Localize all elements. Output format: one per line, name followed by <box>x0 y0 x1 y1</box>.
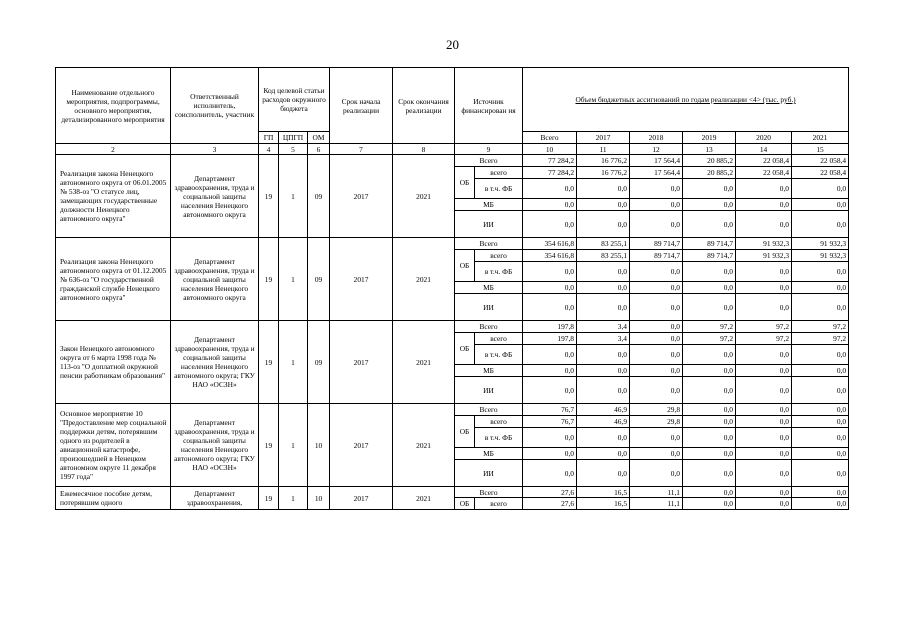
source-ii-label: ИИ <box>455 460 523 487</box>
value-cell: 0,0 <box>577 377 630 404</box>
value-cell: 0,0 <box>792 365 849 377</box>
value-cell: 27,6 <box>523 487 577 498</box>
code-cpgp: 1 <box>279 155 308 238</box>
value-cell: 0,0 <box>792 282 849 294</box>
value-cell: 97,2 <box>792 321 849 333</box>
value-cell: 77 284,2 <box>523 155 577 167</box>
subheader-cpgp: ЦПГП <box>279 132 308 144</box>
subheader-year: 2017 <box>577 132 630 144</box>
budget-table <box>55 67 849 510</box>
value-cell: 0,0 <box>792 498 849 510</box>
value-cell: 0,0 <box>577 179 630 199</box>
value-cell: 0,0 <box>683 211 736 238</box>
value-cell: 0,0 <box>630 262 683 282</box>
value-cell: 354 616,8 <box>523 250 577 262</box>
source-ii-label: ИИ <box>455 294 523 321</box>
source-sub-label: всего <box>475 416 523 428</box>
page-number: 20 <box>446 37 459 52</box>
source-sub-label: в т.ч. ФБ <box>475 262 523 282</box>
value-cell: 0,0 <box>577 365 630 377</box>
value-cell: 0,0 <box>577 262 630 282</box>
value-cell: 0,0 <box>683 199 736 211</box>
code-gp: 19 <box>259 321 279 404</box>
value-cell: 0,0 <box>630 460 683 487</box>
value-cell: 0,0 <box>792 345 849 365</box>
code-cpgp: 1 <box>279 487 308 510</box>
source-mb-label: МБ <box>455 365 523 377</box>
value-cell: 16 776,2 <box>577 155 630 167</box>
event-name: Основное мероприятие 10 "Предоставление мер социальной поддержки детям, потерявшим одного из родителей в авиационной катастрофе, произошедшей в Ненецком автономном округе 11 декабря 1997 года" <box>56 404 171 487</box>
value-cell: 0,0 <box>792 487 849 498</box>
value-cell: 20 885,2 <box>683 155 736 167</box>
value-cell: 0,0 <box>683 428 736 448</box>
subheader-om: ОМ <box>308 132 330 144</box>
value-cell: 0,0 <box>577 211 630 238</box>
code-gp: 19 <box>259 238 279 321</box>
source-total-label: Всего <box>455 404 523 416</box>
value-cell: 0,0 <box>683 460 736 487</box>
value-cell: 0,0 <box>792 179 849 199</box>
value-cell: 0,0 <box>630 448 683 460</box>
code-om: 09 <box>308 238 330 321</box>
value-cell: 197,8 <box>523 333 577 345</box>
value-cell: 97,2 <box>736 333 792 345</box>
value-cell: 0,0 <box>792 428 849 448</box>
source-sub-label: в т.ч. ФБ <box>475 345 523 365</box>
start-year: 2017 <box>330 238 393 321</box>
value-cell: 3,4 <box>577 333 630 345</box>
value-cell: 0,0 <box>683 365 736 377</box>
value-cell: 97,2 <box>736 321 792 333</box>
value-cell: 91 932,3 <box>792 238 849 250</box>
table-row <box>56 321 849 333</box>
column-number: 4 <box>259 144 279 155</box>
executor: Департамент здравоохранения, <box>171 487 259 510</box>
subheader-year: 2018 <box>630 132 683 144</box>
value-cell: 0,0 <box>577 294 630 321</box>
value-cell: 0,0 <box>523 294 577 321</box>
value-cell: 97,2 <box>683 333 736 345</box>
value-cell: 0,0 <box>523 179 577 199</box>
value-cell: 0,0 <box>736 377 792 404</box>
event-name: Реализация закона Ненецкого автономного округа от 01.12.2005 № 636-оз "О государственной гражданской службе Ненецкого автономного округа" <box>56 238 171 321</box>
value-cell: 91 932,3 <box>792 250 849 262</box>
value-cell: 0,0 <box>630 365 683 377</box>
value-cell: 0,0 <box>736 282 792 294</box>
source-sub-label: всего <box>475 167 523 179</box>
value-cell: 0,0 <box>630 294 683 321</box>
value-cell: 0,0 <box>577 460 630 487</box>
value-cell: 89 714,7 <box>630 238 683 250</box>
value-cell: 0,0 <box>577 428 630 448</box>
value-cell: 0,0 <box>736 345 792 365</box>
subheader-total: Всего <box>523 132 577 144</box>
value-cell: 77 284,2 <box>523 167 577 179</box>
value-cell: 97,2 <box>683 321 736 333</box>
column-number: 12 <box>630 144 683 155</box>
value-cell: 46,9 <box>577 404 630 416</box>
value-cell: 0,0 <box>683 294 736 321</box>
value-cell: 0,0 <box>523 262 577 282</box>
value-cell: 89 714,7 <box>683 250 736 262</box>
value-cell: 20 885,2 <box>683 167 736 179</box>
value-cell: 0,0 <box>523 448 577 460</box>
code-om: 10 <box>308 487 330 510</box>
source-sub-label: всего <box>475 498 523 510</box>
value-cell: 0,0 <box>577 282 630 294</box>
value-cell: 17 564,4 <box>630 167 683 179</box>
column-number: 15 <box>792 144 849 155</box>
source-sub-label: в т.ч. ФБ <box>475 179 523 199</box>
header-source: Источник финансирован ия <box>455 68 523 144</box>
value-cell: 0,0 <box>736 199 792 211</box>
value-cell: 83 255,1 <box>577 238 630 250</box>
table-row <box>56 155 849 167</box>
header-name: Наименование отдельного мероприятия, подпрограммы, основного мероприятия, детализированного мероприятия <box>56 68 171 144</box>
value-cell: 0,0 <box>630 345 683 365</box>
code-om: 09 <box>308 321 330 404</box>
header-executor: Ответственный исполнитель, соисполнитель, участник <box>171 68 259 144</box>
value-cell: 354 616,8 <box>523 238 577 250</box>
source-ob-label: ОБ <box>455 333 475 365</box>
code-gp: 19 <box>259 404 279 487</box>
value-cell: 0,0 <box>683 498 736 510</box>
column-number: 5 <box>279 144 308 155</box>
value-cell: 0,0 <box>683 416 736 428</box>
value-cell: 0,0 <box>523 345 577 365</box>
value-cell: 0,0 <box>736 262 792 282</box>
value-cell: 0,0 <box>736 460 792 487</box>
code-gp: 19 <box>259 155 279 238</box>
start-year: 2017 <box>330 404 393 487</box>
value-cell: 0,0 <box>736 294 792 321</box>
value-cell: 89 714,7 <box>683 238 736 250</box>
value-cell: 0,0 <box>736 211 792 238</box>
header-volume: Объем бюджетных ассигнований по годам реализации <4> (тыс. руб.) <box>523 68 849 132</box>
table-row <box>56 238 849 250</box>
value-cell: 29,8 <box>630 404 683 416</box>
start-year: 2017 <box>330 155 393 238</box>
value-cell: 83 255,1 <box>577 250 630 262</box>
value-cell: 29,8 <box>630 416 683 428</box>
table-row <box>56 404 849 416</box>
value-cell: 16,5 <box>577 487 630 498</box>
value-cell: 0,0 <box>736 498 792 510</box>
value-cell: 0,0 <box>683 487 736 498</box>
end-year: 2021 <box>393 487 455 510</box>
value-cell: 0,0 <box>792 377 849 404</box>
value-cell: 0,0 <box>792 404 849 416</box>
source-ii-label: ИИ <box>455 211 523 238</box>
source-sub-label: всего <box>475 333 523 345</box>
header-end: Срок окончания реализации <box>393 68 455 144</box>
value-cell: 0,0 <box>630 211 683 238</box>
value-cell: 11,1 <box>630 498 683 510</box>
value-cell: 22 058,4 <box>792 155 849 167</box>
start-year: 2017 <box>330 321 393 404</box>
value-cell: 22 058,4 <box>792 167 849 179</box>
column-number-row <box>56 144 849 155</box>
value-cell: 0,0 <box>792 416 849 428</box>
event-name: Ежемесячное пособие детям, потерявшим одного <box>56 487 171 510</box>
value-cell: 0,0 <box>630 321 683 333</box>
value-cell: 16 776,2 <box>577 167 630 179</box>
source-ob-label: ОБ <box>455 167 475 199</box>
code-om: 10 <box>308 404 330 487</box>
value-cell: 0,0 <box>630 333 683 345</box>
value-cell: 16,5 <box>577 498 630 510</box>
code-cpgp: 1 <box>279 321 308 404</box>
code-cpgp: 1 <box>279 238 308 321</box>
value-cell: 0,0 <box>523 282 577 294</box>
end-year: 2021 <box>393 404 455 487</box>
source-total-label: Всего <box>455 155 523 167</box>
value-cell: 0,0 <box>792 460 849 487</box>
value-cell: 97,2 <box>792 333 849 345</box>
value-cell: 0,0 <box>792 262 849 282</box>
value-cell: 0,0 <box>683 179 736 199</box>
value-cell: 0,0 <box>523 199 577 211</box>
value-cell: 22 058,4 <box>736 155 792 167</box>
value-cell: 0,0 <box>523 460 577 487</box>
column-number: 13 <box>683 144 736 155</box>
value-cell: 76,7 <box>523 416 577 428</box>
column-number: 7 <box>330 144 393 155</box>
value-cell: 0,0 <box>523 377 577 404</box>
end-year: 2021 <box>393 321 455 404</box>
column-number: 9 <box>455 144 523 155</box>
source-total-label: Всего <box>455 238 523 250</box>
value-cell: 11,1 <box>630 487 683 498</box>
value-cell: 17 564,4 <box>630 155 683 167</box>
source-ob-label: ОБ <box>455 498 475 510</box>
value-cell: 0,0 <box>736 487 792 498</box>
code-cpgp: 1 <box>279 404 308 487</box>
source-mb-label: МБ <box>455 448 523 460</box>
source-total-label: Всего <box>455 487 523 498</box>
subheader-year: 2019 <box>683 132 736 144</box>
value-cell: 91 932,3 <box>736 238 792 250</box>
executor: Департамент здравоохранения, труда и социальной защиты населения Ненецкого автономного округа; ГКУ НАО «ОСЗН» <box>171 404 259 487</box>
value-cell: 46,9 <box>577 416 630 428</box>
column-number: 8 <box>393 144 455 155</box>
header-start: Срок начала реализации <box>330 68 393 144</box>
value-cell: 0,0 <box>577 345 630 365</box>
value-cell: 0,0 <box>523 428 577 448</box>
value-cell: 0,0 <box>736 179 792 199</box>
value-cell: 22 058,4 <box>736 167 792 179</box>
value-cell: 0,0 <box>736 365 792 377</box>
source-sub-label: всего <box>475 250 523 262</box>
event-name: Реализация закона Ненецкого автономного округа от 06.01.2005 № 538-оз "О статусе лиц, замещающих государственные должности Ненецкого автономного округа" <box>56 155 171 238</box>
value-cell: 0,0 <box>630 428 683 448</box>
source-sub-label: в т.ч. ФБ <box>475 428 523 448</box>
start-year: 2017 <box>330 487 393 510</box>
column-number: 3 <box>171 144 259 155</box>
header-row <box>56 68 849 132</box>
value-cell: 89 714,7 <box>630 250 683 262</box>
value-cell: 0,0 <box>577 199 630 211</box>
value-cell: 0,0 <box>736 448 792 460</box>
value-cell: 197,8 <box>523 321 577 333</box>
value-cell: 0,0 <box>683 345 736 365</box>
column-number: 2 <box>56 144 171 155</box>
value-cell: 76,7 <box>523 404 577 416</box>
value-cell: 0,0 <box>792 448 849 460</box>
value-cell: 91 932,3 <box>736 250 792 262</box>
source-ob-label: ОБ <box>455 416 475 448</box>
column-number: 10 <box>523 144 577 155</box>
executor: Департамент здравоохранения, труда и социальной защиты населения Ненецкого автономного округа; ГКУ НАО «ОСЗН» <box>171 321 259 404</box>
value-cell: 0,0 <box>630 199 683 211</box>
value-cell: 0,0 <box>523 365 577 377</box>
event-name: Закон Ненецкого автономного округа от 6 марта 1998 года № 113-оз "О доплатной окружной пенсии работникам образования" <box>56 321 171 404</box>
subheader-gp: ГП <box>259 132 279 144</box>
column-number: 6 <box>308 144 330 155</box>
header-code: Код целевой статьи расходов окружного бюджета <box>259 68 330 132</box>
source-ii-label: ИИ <box>455 377 523 404</box>
value-cell: 0,0 <box>630 179 683 199</box>
value-cell: 0,0 <box>736 428 792 448</box>
subheader-year: 2021 <box>792 132 849 144</box>
value-cell: 0,0 <box>792 199 849 211</box>
column-number: 14 <box>736 144 792 155</box>
subheader-year: 2020 <box>736 132 792 144</box>
value-cell: 0,0 <box>736 404 792 416</box>
value-cell: 0,0 <box>683 448 736 460</box>
value-cell: 0,0 <box>523 211 577 238</box>
table-row <box>56 487 849 498</box>
value-cell: 0,0 <box>683 262 736 282</box>
source-ob-label: ОБ <box>455 250 475 282</box>
value-cell: 3,4 <box>577 321 630 333</box>
value-cell: 0,0 <box>736 416 792 428</box>
end-year: 2021 <box>393 155 455 238</box>
executor: Департамент здравоохранения, труда и социальной защиты населения Ненецкого автономного округа <box>171 155 259 238</box>
executor: Департамент здравоохранения, труда и социальной защиты населения Ненецкого автономного округа <box>171 238 259 321</box>
source-mb-label: МБ <box>455 282 523 294</box>
value-cell: 0,0 <box>792 211 849 238</box>
value-cell: 0,0 <box>683 404 736 416</box>
code-om: 09 <box>308 155 330 238</box>
value-cell: 0,0 <box>630 377 683 404</box>
column-number: 11 <box>577 144 630 155</box>
code-gp: 19 <box>259 487 279 510</box>
value-cell: 0,0 <box>792 294 849 321</box>
value-cell: 0,0 <box>630 282 683 294</box>
source-mb-label: МБ <box>455 199 523 211</box>
value-cell: 0,0 <box>683 377 736 404</box>
value-cell: 0,0 <box>577 448 630 460</box>
value-cell: 0,0 <box>683 282 736 294</box>
value-cell: 27,6 <box>523 498 577 510</box>
source-total-label: Всего <box>455 321 523 333</box>
end-year: 2021 <box>393 238 455 321</box>
